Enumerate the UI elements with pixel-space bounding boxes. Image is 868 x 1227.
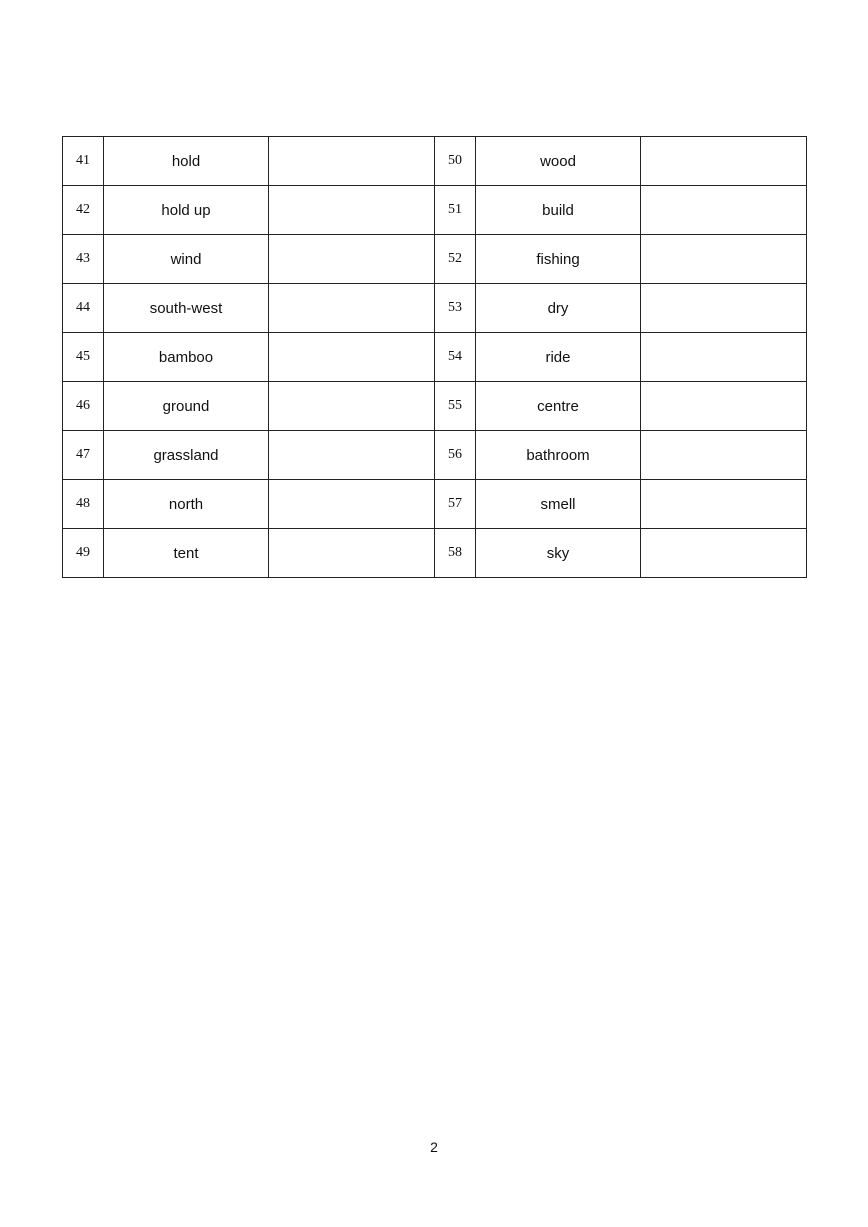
left-answer-cell[interactable] <box>269 333 435 382</box>
page-number: 2 <box>430 1139 438 1155</box>
left-answer-cell[interactable] <box>269 382 435 431</box>
right-answer-cell[interactable] <box>641 137 807 186</box>
right-item-number: 56 <box>435 431 476 480</box>
right-item-number: 55 <box>435 382 476 431</box>
left-item-number: 41 <box>63 137 104 186</box>
right-item-word: ride <box>476 333 641 382</box>
left-item-word: hold up <box>104 186 269 235</box>
left-answer-cell[interactable] <box>269 529 435 578</box>
left-item-word: hold <box>104 137 269 186</box>
right-item-word: bathroom <box>476 431 641 480</box>
left-item-word: grassland <box>104 431 269 480</box>
right-answer-cell[interactable] <box>641 235 807 284</box>
table-row <box>63 382 807 431</box>
left-item-number: 45 <box>63 333 104 382</box>
left-item-word: bamboo <box>104 333 269 382</box>
table-row <box>63 431 807 480</box>
right-item-number: 58 <box>435 529 476 578</box>
right-answer-cell[interactable] <box>641 186 807 235</box>
right-item-number: 50 <box>435 137 476 186</box>
right-item-number: 51 <box>435 186 476 235</box>
left-item-word: ground <box>104 382 269 431</box>
left-item-word: south-west <box>104 284 269 333</box>
left-answer-cell[interactable] <box>269 137 435 186</box>
right-answer-cell[interactable] <box>641 382 807 431</box>
left-item-number: 42 <box>63 186 104 235</box>
left-item-number: 43 <box>63 235 104 284</box>
left-item-number: 49 <box>63 529 104 578</box>
right-item-word: fishing <box>476 235 641 284</box>
table-row <box>63 529 807 578</box>
left-answer-cell[interactable] <box>269 284 435 333</box>
left-item-number: 44 <box>63 284 104 333</box>
table-row <box>63 235 807 284</box>
right-item-word: dry <box>476 284 641 333</box>
table-row <box>63 333 807 382</box>
left-item-number: 46 <box>63 382 104 431</box>
right-item-word: centre <box>476 382 641 431</box>
right-answer-cell[interactable] <box>641 480 807 529</box>
right-item-number: 52 <box>435 235 476 284</box>
table-row <box>63 186 807 235</box>
vocabulary-table <box>62 136 807 578</box>
left-answer-cell[interactable] <box>269 235 435 284</box>
right-item-word: wood <box>476 137 641 186</box>
right-item-word: build <box>476 186 641 235</box>
table-row <box>63 284 807 333</box>
left-item-number: 47 <box>63 431 104 480</box>
left-answer-cell[interactable] <box>269 431 435 480</box>
vocabulary-table-body <box>63 137 807 578</box>
table-row <box>63 137 807 186</box>
left-answer-cell[interactable] <box>269 480 435 529</box>
left-item-word: wind <box>104 235 269 284</box>
right-item-word: sky <box>476 529 641 578</box>
right-answer-cell[interactable] <box>641 333 807 382</box>
right-answer-cell[interactable] <box>641 431 807 480</box>
left-item-word: north <box>104 480 269 529</box>
right-item-number: 57 <box>435 480 476 529</box>
left-answer-cell[interactable] <box>269 186 435 235</box>
table-row <box>63 480 807 529</box>
right-item-number: 53 <box>435 284 476 333</box>
right-item-number: 54 <box>435 333 476 382</box>
left-item-number: 48 <box>63 480 104 529</box>
right-answer-cell[interactable] <box>641 529 807 578</box>
left-item-word: tent <box>104 529 269 578</box>
right-item-word: smell <box>476 480 641 529</box>
right-answer-cell[interactable] <box>641 284 807 333</box>
